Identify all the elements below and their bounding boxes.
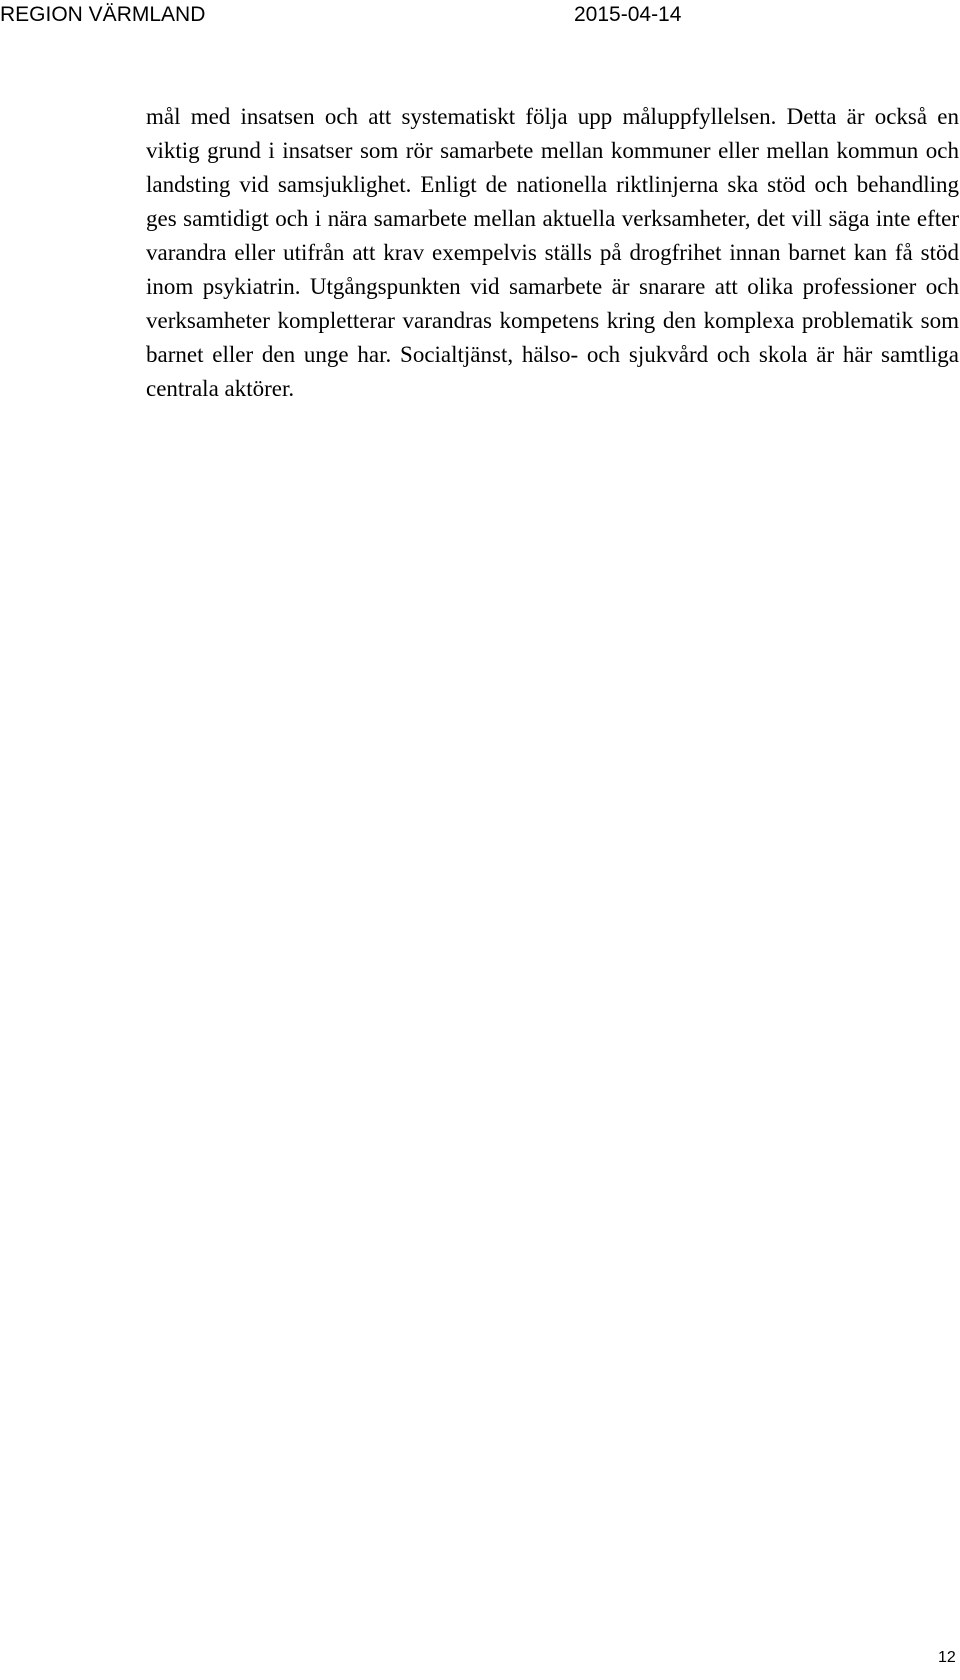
page-header [0,0,960,40]
organization-name: REGION VÄRMLAND [0,3,206,26]
document-date: 2015-04-14 [574,3,682,26]
page-number: 12 [938,1649,956,1666]
body-paragraph: mål med insatsen och att systematiskt följa upp måluppfyllelsen. Detta är också en viktig grund i insatser som rör samarbete mellan kommuner eller mellan kommun och landsting vid samsjuklighet. Enligt de nationella riktlinjerna ska stöd och behandling ges samtidigt och i nära samarbete mellan aktuella verksamheter, det vill säga inte efter varandra eller utifrån att krav exempelvis ställs på drogfrihet innan barnet kan få stöd inom psykiatrin. Utgångspunkten vid samarbete är snarare att olika professioner och verksamheter kompletterar varandras kompetens kring den komplexa problematik som barnet eller den unge har. Socialtjänst, hälso- och sjukvård och skola är här samtliga centrala aktörer. [146,104,959,401]
